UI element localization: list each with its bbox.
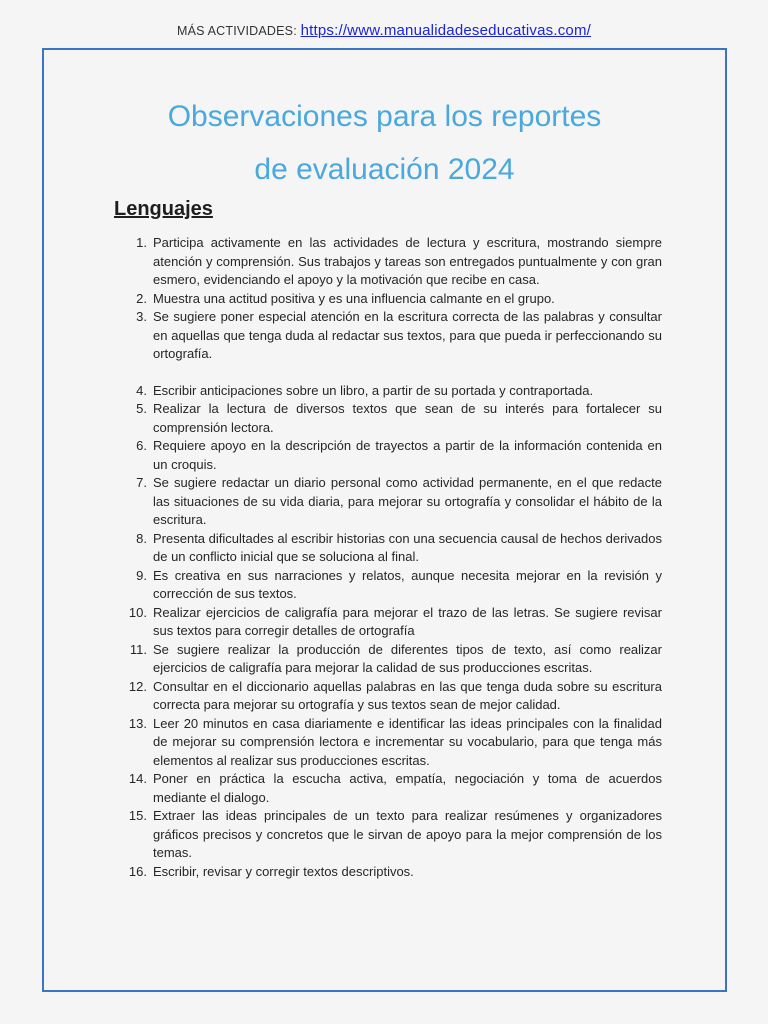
item-number: 4.	[136, 382, 147, 398]
observations-list	[114, 234, 662, 881]
list-item	[114, 290, 662, 309]
item-text: Poner en práctica la escucha activa, empatía, negociación y toma de acuerdos mediante el dialogo.	[153, 771, 662, 805]
item-number: 7.	[136, 475, 147, 490]
item-text: Participa activamente en las actividades de lectura y escritura, mostrando siempre atención y comprensión. Sus trabajos y tareas son entregados puntualmente y con gran esmero, evidenciando el apoyo y la motivación que recibe en casa.	[153, 235, 662, 287]
title-line-2: de evaluación 2024	[254, 153, 515, 186]
item-text: Escribir anticipaciones sobre un libro, a partir de su portada y contraportada.	[153, 382, 594, 398]
item-text: Extraer las ideas principales de un texto para realizar resúmenes y organizadores gráficos precisos y concretos que le sirvan de apoyo para la mejor comprensión de los temas.	[153, 808, 662, 860]
item-text: Se sugiere redactar un diario personal como actividad permanente, en el que redacte las situaciones de su vida diaria, para mejorar su ortografía y consolidar el hábito de la escritura.	[153, 475, 662, 527]
item-number: 3.	[136, 309, 147, 324]
item-text: Escribir, revisar y corregir textos descriptivos.	[153, 863, 414, 879]
list-item	[114, 474, 662, 530]
list-item	[114, 863, 662, 882]
list-item	[114, 437, 662, 474]
list-item	[114, 234, 662, 290]
item-number: 2.	[136, 290, 147, 306]
item-text: Leer 20 minutos en casa diariamente e identificar las ideas principales con la finalidad de mejorar su comprensión lectora e incrementar su vocabulario, para que tenga más elementos al realizar sus producciones escritas.	[153, 715, 662, 768]
item-text: Requiere apoyo en la descripción de trayectos a partir de la información contenida en un croquis.	[153, 438, 662, 472]
list-item	[114, 308, 662, 364]
item-number: 14.	[128, 771, 147, 786]
item-number: 11.	[129, 641, 147, 657]
title-line-1: Observaciones para los reportes	[167, 100, 602, 133]
site-banner	[0, 22, 768, 39]
document-title	[44, 90, 725, 196]
item-text: Presenta dificultades al escribir historias con una secuencia causal de hechos derivados de un conflicto inicial que se soluciona al final.	[153, 530, 662, 564]
item-number: 6.	[136, 438, 147, 453]
item-text: Realizar la lectura de diversos textos que sean de su interés para fortalecer su comprensión lectora.	[153, 401, 662, 435]
item-text: Se sugiere poner especial atención en la escritura correcta de las palabras y consultar en aquellas que tenga duda al redactar sus textos, para que pueda ir perfeccionando su ortografía.	[153, 309, 662, 361]
list-item	[114, 400, 662, 437]
item-number: 12.	[128, 678, 147, 694]
item-number: 13.	[128, 715, 147, 731]
list-item	[114, 641, 662, 678]
item-number: 9.	[136, 567, 147, 583]
item-text: Consultar en el diccionario aquellas palabras en las que tenga duda sobre su escritura correcta para mejorar su ortografía y sus textos sean de mejor calidad.	[153, 678, 662, 712]
item-text: Realizar ejercicios de caligrafía para mejorar el trazo de las letras. Se sugiere revisar sus textos para corregir detalles de ortografía	[153, 604, 662, 638]
site-link[interactable]: https://www.manualidadeseducativas.com/	[300, 22, 592, 39]
list-item	[114, 678, 662, 715]
item-text: Se sugiere realizar la producción de diferentes tipos de texto, así como realizar ejercicios de caligrafía para mejorar la calidad de sus producciones escritas.	[153, 641, 662, 675]
list-item	[114, 530, 662, 567]
item-number: 15.	[128, 808, 147, 823]
section-heading: Lenguajes	[114, 198, 213, 220]
list-item	[114, 604, 662, 641]
list-item	[114, 715, 662, 771]
item-number: 10.	[128, 604, 147, 620]
list-item	[114, 382, 662, 401]
item-text: Es creativa en sus narraciones y relatos, aunque necesita mejorar en la revisión y corrección de sus textos.	[153, 567, 662, 601]
list-item	[114, 567, 662, 604]
item-number: 8.	[136, 530, 147, 546]
item-number: 1.	[136, 235, 147, 250]
list-item	[114, 770, 662, 807]
item-text: Muestra una actitud positiva y es una influencia calmante en el grupo.	[153, 290, 555, 306]
item-number: 16.	[128, 863, 147, 879]
banner-label: MÁS ACTIVIDADES:	[176, 24, 297, 38]
item-number: 5.	[136, 401, 147, 416]
page-frame	[42, 48, 727, 992]
list-item	[114, 807, 662, 863]
